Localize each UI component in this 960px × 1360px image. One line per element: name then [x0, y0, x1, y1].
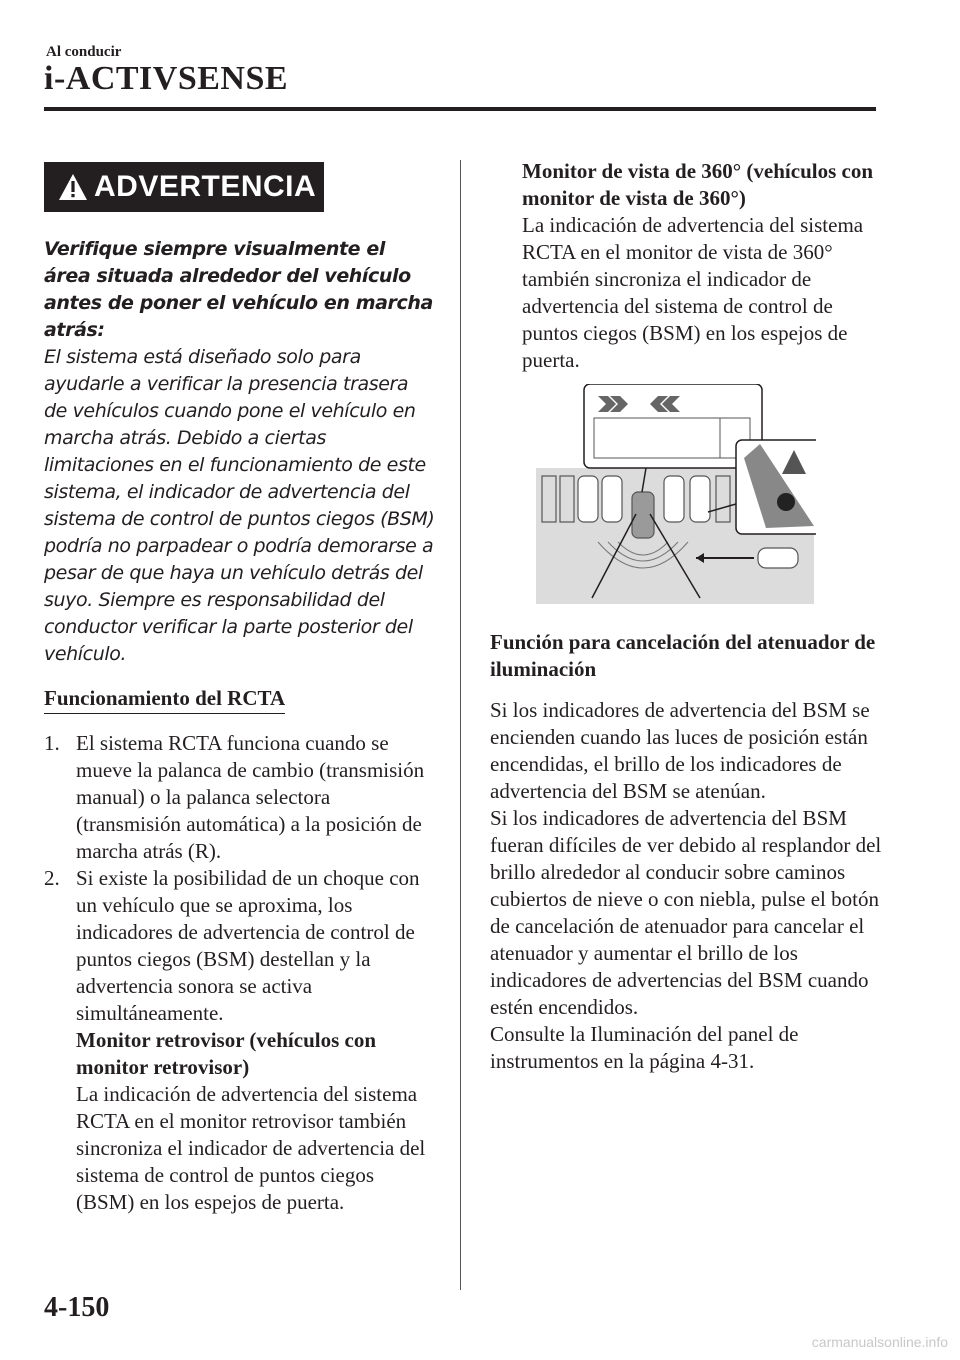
dimmer-text [490, 697, 882, 1075]
view360-text: La indicación de advertencia del sistema RCTA en el monitor de vista de 360° también sincroniza el indicador de advertencia del sistema de control de puntos ciegos (BSM) en los espejos de puerta. [522, 213, 864, 372]
view360-heading: Monitor de vista de 360° (vehículos con monitor de vista de 360°) [522, 159, 874, 210]
view360-block [490, 158, 882, 374]
left-column [44, 158, 436, 1216]
watermark: carmanualsonline.info [811, 1334, 948, 1350]
section-label: Al conducir [46, 44, 122, 60]
right-column [490, 158, 882, 1075]
list-item [44, 730, 436, 865]
warning-label: ADVERTENCIA [94, 170, 317, 203]
dimmer-para-2: Si los indicadores de advertencia del BSM fueran difíciles de ver debido al resplandor del brillo alrededor al conducir sobre caminos cubiertos de nieve o con niebla, pulse el botón de cancelación de atenuador para cancelar el atenuador y aumentar el brillo de los indicadores de advertencias del BSM cuando estén encendidos. [490, 806, 882, 1019]
rcta-heading: Funcionamiento del RCTA [44, 686, 285, 714]
warning-body-text: El sistema está diseñado solo para ayudarle a verificar la presencia trasera de vehículos cuando pone el vehículo en marcha atrás. Debido a ciertas limitaciones en el funcionamiento de este sistema, el indicador de advertencia del sistema de control de puntos ciegos (BSM) podría no parpadear o podría demorarse a pesar de que haya un vehículo detrás del suyo. Siempre es responsabilidad del conductor verificar la parte posterior del vehículo. [44, 346, 435, 665]
warning-text [44, 236, 436, 668]
dimmer-heading: Función para cancelación del atenuador de iluminación [490, 630, 876, 681]
page-number: 4-150 [44, 1292, 110, 1323]
header-divider [44, 107, 876, 111]
list-number: 1. [44, 731, 60, 755]
dimmer-para-1: Si los indicadores de advertencia del BSM se encienden cuando las luces de posición están encendidas, el brillo de los indicadores de advertencia del BSM se atenúan. [490, 698, 870, 803]
rcta-list [44, 730, 436, 1216]
list-item [44, 865, 436, 1216]
list-number: 2. [44, 866, 60, 890]
rear-monitor-heading: Monitor retrovisor (vehículos con monitor retrovisor) [76, 1028, 376, 1079]
list-text [76, 865, 436, 1216]
warning-bold-text: Verifique siempre visualmente el área situada alrededor del vehículo antes de poner el vehículo en marcha atrás: [44, 238, 433, 341]
rcta-illustration [536, 384, 816, 604]
list-text-body: Si existe la posibilidad de un choque con un vehículo que se aproxima, los indicadores de advertencia de control de puntos ciegos (BSM) destellan y la advertencia sonora se activa simultáneamente. [76, 866, 420, 1025]
dimmer-para-3: Consulte la Iluminación del panel de instrumentos en la página 4-31. [490, 1022, 799, 1073]
page-title: i-ACTIVSENSE [44, 60, 289, 97]
warning-banner [44, 162, 324, 212]
column-divider [460, 160, 461, 1290]
list-text: El sistema RCTA funciona cuando se mueve la palanca de cambio (transmisión manual) o la palanca selectora (transmisión automática) a la posición de marcha atrás (R). [76, 731, 425, 863]
rear-monitor-text: La indicación de advertencia del sistema RCTA en el monitor retrovisor también sincroniza el indicador de advertencia del sistema de control de puntos ciegos (BSM) en los espejos de puerta. [76, 1082, 426, 1214]
warning-icon [58, 173, 88, 201]
